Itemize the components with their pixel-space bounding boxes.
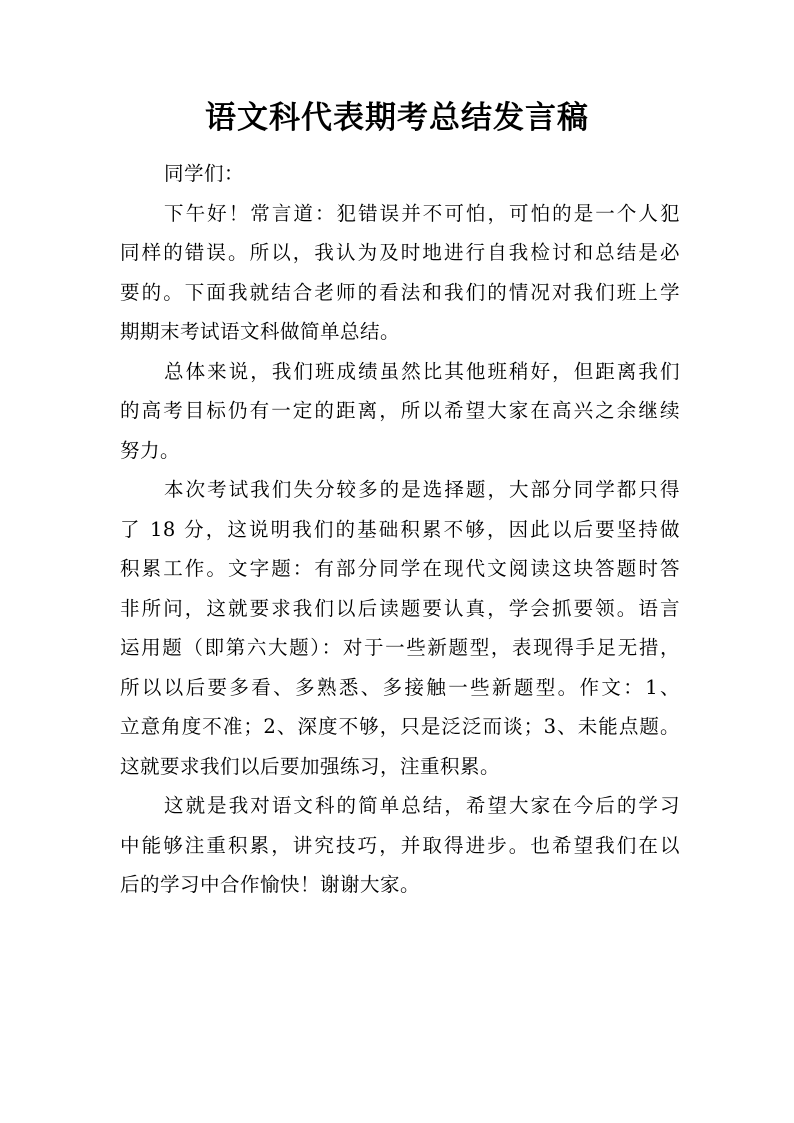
paragraph-line: 同样的错误。所以，我认为及时地进行自我检讨和总结是必	[120, 241, 680, 264]
paragraph-line: 积累工作。文字题：有部分同学在现代文阅读这块答题时答	[120, 557, 680, 580]
paragraph-line: 这就是我对语文科的简单总结，希望大家在今后的学习	[164, 794, 680, 817]
paragraph-line: 总体来说，我们班成绩虽然比其他班稍好，但距离我们	[164, 359, 680, 383]
paragraph-line: 期期末考试语文科做简单总结。	[120, 320, 401, 343]
paragraph-line: 中能够注重积累，讲究技巧，并取得进步。也希望我们在以	[120, 833, 680, 857]
paragraph-line: 后的学习中合作愉快！谢谢大家。	[120, 873, 421, 896]
paragraph-line: 了 18 分，这说明我们的基础积累不够，因此以后要坚持做	[120, 517, 680, 541]
salutation-line: 同学们：	[164, 162, 245, 185]
paragraph-line: 的高考目标仍有一定的距离，所以希望大家在高兴之余继续	[120, 399, 680, 422]
paragraph-line: 这就要求我们以后要加强练习，注重积累。	[120, 754, 501, 778]
paragraph-line: 努力。	[120, 438, 181, 462]
paragraph-line: 本次考试我们失分较多的是选择题，大部分同学都只得	[164, 478, 680, 501]
paragraph-line: 所以以后要多看、多熟悉、多接触一些新题型。作文：1、	[120, 675, 680, 699]
document-title: 语文科代表期考总结发言稿	[205, 100, 589, 136]
paragraph-line: 要的。下面我就结合老师的看法和我们的情况对我们班上学	[120, 280, 680, 304]
paragraph-line: 下午好！常言道：犯错误并不可怕，可怕的是一个人犯	[164, 201, 680, 225]
document-body	[120, 154, 680, 905]
paragraph-line: 运用题（即第六大题）：对于一些新题型，表现得手足无措，	[120, 636, 680, 659]
paragraph-line: 非所问，这就要求我们以后读题要认真，学会抓要领。语言	[120, 596, 680, 620]
paragraph-line: 立意角度不准；2、深度不够，只是泛泛而谈；3、未能点题。	[120, 715, 680, 738]
